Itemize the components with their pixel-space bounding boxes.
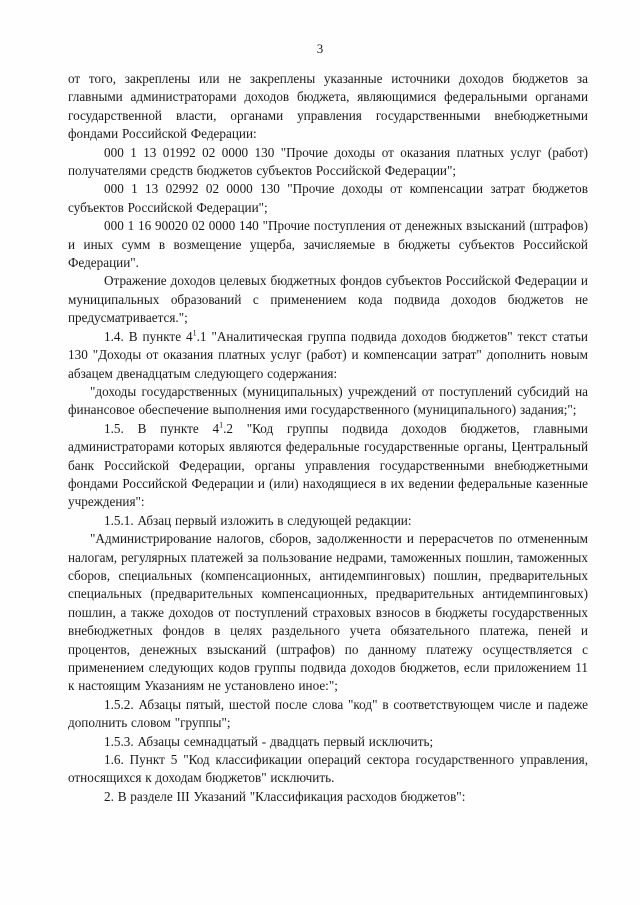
- paragraph-1-5-after: .2 "Код группы подвида доходов бюджетов, главными администраторами которых являются федеральные государственные органы, Центральный банк Российской Федерации, органы управления государственными внебюджетными фондами Российской Федерации и (или) находящиеся в их ведении федеральные казенные учреждения":: [68, 420, 588, 510]
- superscript: 1: [192, 328, 197, 338]
- paragraph-1-6: 1.6. Пункт 5 "Код классификации операций сектора государственного управления, относящихся к доходам бюджетов" исключить.: [68, 752, 588, 786]
- document-body: [68, 70, 588, 806]
- paragraph-1-5-2: 1.5.2. Абзацы пятый, шестой после слова "код" в соответствующем числе и падеже дополнить словом "группы";: [68, 696, 588, 731]
- paragraph-1-4: [68, 328, 588, 383]
- paragraph-sources-intro: от того, закреплены или не закреплены указанные источники доходов бюджетов за главными администраторами доходов бюджета, являющимися федеральными органами государственной власти, органами управления государственными внебюджетными фондами Российской Федерации:: [68, 71, 588, 142]
- paragraph-administration-quote: "Администрирование налогов, сборов, задолженности и перерасчетов по отмененным налогам, регулярных платежей за пользование недрами, таможенных пошлин, таможенных сборов, специальных (компенсационных, антидемпинговых) пошлин, предварительных специальных (предварительных компенсационных, предварительных антидемпинговых) пошлин, а также доходов от поступлений страховых взносов в бюджеты государственных внебюджетных фондов в целях раздельного учета обязательного платежа, пеней и процентов, денежных взысканий (штрафов) по данному платежу осуществляется с применением следующих кодов группы подвида доходов бюджетов, если приложением 11 к настоящим Указаниям не установлено иное:";: [68, 531, 588, 694]
- paragraph-1-4-after: .1 "Аналитическая группа подвида доходов бюджетов" текст статьи 130 "Доходы от оказания платных услуг (работ) и компенсации затрат" дополнить новым абзацем двенадцатым следующего содержания:: [68, 328, 588, 381]
- paragraph-1-4-before: 1.4. В пункте 4: [104, 328, 193, 344]
- paragraph-1-5-1: 1.5.1. Абзац первый изложить в следующей редакции:: [104, 512, 412, 528]
- paragraph-code-01992: 000 1 13 01992 02 0000 130 "Прочие доходы от оказания платных услуг (работ) получателями средств бюджетов субъектов Российской Федерации";: [68, 144, 588, 179]
- paragraph-code-90020: 000 1 16 90020 02 0000 140 "Прочие поступления от денежных взысканий (штрафов) и иных сумм в возмещение ущерба, зачисляемые в бюджеты субъектов Российской Федерации".: [68, 218, 588, 271]
- superscript: 1: [219, 420, 224, 430]
- paragraph-subsidies-quote: "доходы государственных (муниципальных) учреждений от поступлений субсидий на финансовое обеспечение выполнения ими государственного (муниципального) задания;";: [68, 383, 588, 418]
- paragraph-1-5-before: 1.5. В пункте 4: [104, 420, 220, 436]
- paragraph-target-funds: Отражение доходов целевых бюджетных фондов субъектов Российской Федерации и муниципальных образований с применением кода подвида доходов бюджетов не предусматривается.";: [68, 273, 588, 326]
- paragraph-section-2: 2. В разделе III Указаний "Классификация расходов бюджетов":: [104, 788, 466, 804]
- paragraph-code-02992: 000 1 13 02992 02 0000 130 "Прочие доходы от компенсации затрат бюджетов субъектов Российской Федерации";: [68, 181, 588, 215]
- page-number: 3: [316, 41, 324, 56]
- paragraph-1-5-3: 1.5.3. Абзацы семнадцатый - двадцать первый исключить;: [104, 733, 434, 749]
- paragraph-1-5: [68, 420, 588, 512]
